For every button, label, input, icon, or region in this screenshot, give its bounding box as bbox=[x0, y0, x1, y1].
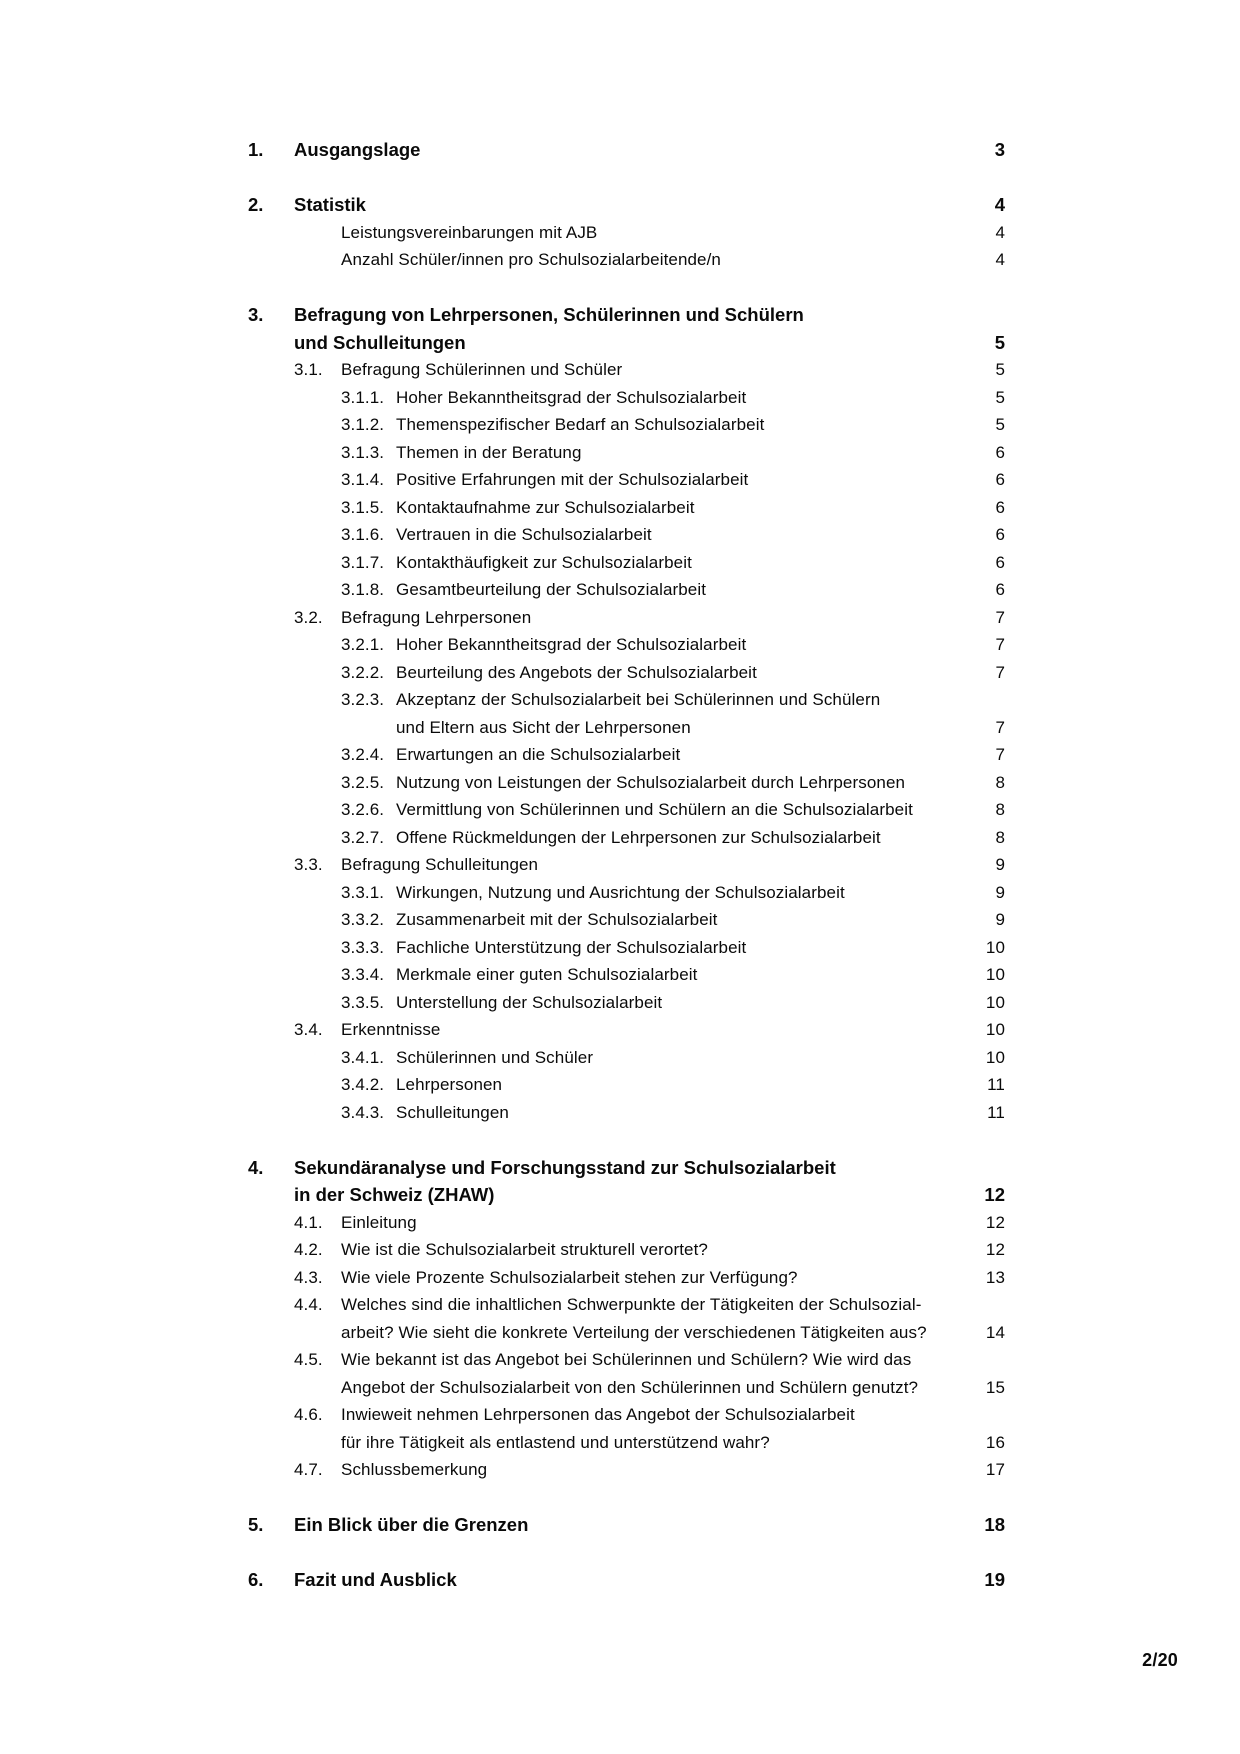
toc-entry-page: 6 bbox=[995, 580, 1005, 599]
toc-entry-title-line: Kontakthäufigkeit zur Schulsozialarbeit bbox=[396, 552, 692, 572]
toc-entry-number: 3.3.1. bbox=[341, 882, 385, 902]
toc-entry-page: 9 bbox=[995, 910, 1005, 929]
toc-entry-title bbox=[396, 879, 957, 907]
toc-entry bbox=[248, 741, 1005, 769]
toc-entry-title bbox=[341, 851, 957, 879]
toc-entry-page: 7 bbox=[995, 745, 1005, 764]
toc-entry-title bbox=[341, 604, 957, 632]
toc-entry-page: 14 bbox=[985, 1322, 1005, 1342]
toc-entry-title bbox=[341, 1401, 957, 1456]
toc-entry-title bbox=[396, 961, 957, 989]
toc-entry-page: 7 bbox=[995, 662, 1005, 682]
toc-entry bbox=[248, 851, 1005, 879]
toc-entry-title-line: Befragung von Lehrpersonen, Schülerinnen und Schülern bbox=[294, 304, 804, 325]
toc-entry-title-line: Offene Rückmeldungen der Lehrpersonen zur Schulsozialarbeit bbox=[396, 827, 881, 847]
toc-entry-number: 3.2.7. bbox=[341, 827, 385, 847]
toc-entry-number: 3.1.5. bbox=[341, 497, 385, 517]
toc-entry-title bbox=[396, 686, 957, 741]
toc-entry-page: 10 bbox=[985, 1020, 1005, 1039]
toc-entry-title bbox=[396, 824, 957, 852]
toc-entry-title bbox=[396, 659, 957, 687]
toc-entry-title-line: Hoher Bekanntheitsgrad der Schulsozialarbeit bbox=[396, 387, 747, 407]
toc-entry-number: 3.3. bbox=[294, 855, 323, 874]
toc-entry bbox=[248, 1456, 1005, 1484]
toc-entry-number: 4.5. bbox=[294, 1350, 323, 1369]
toc-entry-title bbox=[341, 1456, 957, 1484]
toc-entry bbox=[248, 356, 1005, 384]
toc-entry-number: 4.2. bbox=[294, 1240, 323, 1259]
toc-entry-title-line: Themenspezifischer Bedarf an Schulsozialarbeit bbox=[396, 415, 765, 434]
toc-entry bbox=[248, 906, 1005, 934]
toc-entry-number: 4.6. bbox=[294, 1405, 323, 1424]
toc-entry-number: 1. bbox=[248, 139, 264, 160]
toc-entry-number: 5. bbox=[248, 1514, 264, 1535]
toc-entry-page: 11 bbox=[987, 1102, 1005, 1122]
toc-entry-page: 5 bbox=[995, 387, 1005, 407]
toc-entry-number: 6. bbox=[248, 1569, 264, 1590]
toc-entry-page: 9 bbox=[995, 855, 1005, 874]
toc-entry bbox=[248, 411, 1005, 439]
toc-entry-page: 8 bbox=[995, 800, 1005, 819]
toc-entry-page: 6 bbox=[995, 525, 1005, 544]
toc-entry-page: 12 bbox=[984, 1184, 1005, 1205]
toc-entry bbox=[248, 246, 1005, 274]
toc-entry-title bbox=[396, 494, 957, 522]
toc-entry bbox=[248, 989, 1005, 1017]
toc-entry-title-line: Hoher Bekanntheitsgrad der Schulsozialarbeit bbox=[396, 635, 747, 654]
toc-entry-number: 3.3.3. bbox=[341, 937, 385, 957]
toc-entry-number: 3.4.3. bbox=[341, 1102, 385, 1122]
toc-entry-number: 4.1. bbox=[294, 1212, 323, 1232]
toc-entry-page: 11 bbox=[987, 1075, 1005, 1094]
toc-entry-title bbox=[341, 1264, 957, 1292]
toc-entry-page: 18 bbox=[984, 1514, 1005, 1535]
toc-entry bbox=[248, 631, 1005, 659]
toc-entry-page: 5 bbox=[994, 331, 1005, 353]
toc-entry-title-line: Fazit und Ausblick bbox=[294, 1569, 457, 1590]
toc-entry-title bbox=[396, 1044, 957, 1072]
toc-entry-number: 3.1.3. bbox=[341, 442, 385, 462]
toc-entry bbox=[248, 1099, 1005, 1127]
toc-entry-title-line: und Schulleitungen bbox=[294, 331, 466, 353]
toc-entry-title-line: Befragung Schulleitungen bbox=[341, 855, 539, 874]
toc-entry-title-line: Merkmale einer guten Schulsozialarbeit bbox=[396, 965, 698, 984]
toc-entry-title bbox=[396, 989, 957, 1017]
toc-entry-number: 3.2.2. bbox=[341, 662, 385, 682]
toc-entry-page: 5 bbox=[995, 360, 1005, 379]
toc-entry bbox=[248, 796, 1005, 824]
toc-entry-title bbox=[396, 769, 957, 797]
toc-entry-number: 3.1.7. bbox=[341, 552, 385, 572]
toc-entry-title bbox=[341, 1346, 957, 1401]
toc-entry bbox=[248, 879, 1005, 907]
toc-entry-number: 3.1.1. bbox=[341, 387, 385, 407]
toc-entry-number: 3.2.5. bbox=[341, 772, 385, 792]
toc-entry-title-line: Wie bekannt ist das Angebot bei Schülerinnen und Schülern? Wie wird das bbox=[341, 1350, 912, 1369]
toc-entry-title bbox=[294, 191, 957, 219]
toc-entry-title-line: Wie ist die Schulsozialarbeit strukturell verortet? bbox=[341, 1240, 708, 1259]
toc-entry bbox=[248, 439, 1005, 467]
toc-entry-title bbox=[396, 549, 957, 577]
toc-entry-page: 8 bbox=[995, 827, 1005, 847]
toc-entry-title bbox=[396, 439, 957, 467]
toc-entry-title-line: Schulleitungen bbox=[396, 1102, 509, 1122]
toc-entry-title bbox=[396, 1071, 957, 1099]
toc-entry-title-line: Inwieweit nehmen Lehrpersonen das Angebot der Schulsozialarbeit bbox=[341, 1405, 855, 1424]
toc-entry bbox=[248, 1236, 1005, 1264]
toc-entry-number: 3.4.1. bbox=[341, 1047, 385, 1067]
toc-entry bbox=[248, 604, 1005, 632]
toc-entry-title bbox=[294, 1566, 957, 1594]
toc-entry-page: 7 bbox=[995, 607, 1005, 627]
toc-entry-page: 4 bbox=[995, 250, 1005, 269]
toc-entry bbox=[248, 494, 1005, 522]
toc-entry-title bbox=[396, 934, 957, 962]
toc-entry-number: 3. bbox=[248, 304, 264, 325]
toc-entry-page: 10 bbox=[985, 937, 1005, 957]
toc-entry-title-line: Befragung Schülerinnen und Schüler bbox=[341, 360, 623, 379]
toc-entry-title bbox=[396, 631, 957, 659]
toc-entry-number: 4. bbox=[248, 1156, 264, 1178]
toc-entry bbox=[248, 301, 1005, 356]
toc-entry-number: 3.2. bbox=[294, 607, 323, 627]
toc-entry-page: 7 bbox=[995, 635, 1005, 654]
toc-entry bbox=[248, 219, 1005, 247]
toc-entry-title-line: Vertrauen in die Schulsozialarbeit bbox=[396, 525, 652, 544]
toc-entry-page: 15 bbox=[985, 1377, 1005, 1397]
toc-entry bbox=[248, 961, 1005, 989]
toc-entry bbox=[248, 1154, 1005, 1209]
toc-entry-title bbox=[396, 411, 957, 439]
toc-entry-title bbox=[341, 246, 957, 274]
toc-entry bbox=[248, 466, 1005, 494]
toc-entry-title-line: Beurteilung des Angebots der Schulsozialarbeit bbox=[396, 662, 757, 682]
toc-entry bbox=[248, 1209, 1005, 1237]
toc-entry-title-line: für ihre Tätigkeit als entlastend und unterstützend wahr? bbox=[341, 1432, 770, 1452]
toc-entry-title bbox=[341, 1016, 957, 1044]
toc-entry bbox=[248, 1044, 1005, 1072]
toc-entry-title-line: Welches sind die inhaltlichen Schwerpunkte der Tätigkeiten der Schulsozial- bbox=[341, 1295, 922, 1314]
toc-entry-title-line: Sekundäranalyse und Forschungsstand zur Schulsozialarbeit bbox=[294, 1156, 836, 1178]
toc-entry-title bbox=[341, 1209, 957, 1237]
toc-entry-number: 3.2.6. bbox=[341, 800, 385, 819]
toc-entry-page: 3 bbox=[994, 139, 1005, 160]
toc-entry-number: 3.4. bbox=[294, 1020, 323, 1039]
toc-entry-page: 10 bbox=[985, 1047, 1005, 1067]
toc-entry-title-line: Unterstellung der Schulsozialarbeit bbox=[396, 992, 663, 1012]
toc-entry-title bbox=[341, 1291, 957, 1346]
toc-entry-title-line: Ein Blick über die Grenzen bbox=[294, 1514, 529, 1535]
toc-entry-number: 3.1. bbox=[294, 360, 323, 379]
toc-entry-number: 3.1.8. bbox=[341, 580, 385, 599]
toc-entry-page: 6 bbox=[995, 497, 1005, 517]
toc-entry-number: 3.1.4. bbox=[341, 470, 385, 489]
toc-entry-title bbox=[396, 741, 957, 769]
toc-entry-title-line: Wie viele Prozente Schulsozialarbeit stehen zur Verfügung? bbox=[341, 1267, 798, 1287]
toc-entry-page: 6 bbox=[995, 470, 1005, 489]
toc-entry bbox=[248, 659, 1005, 687]
toc-entry bbox=[248, 521, 1005, 549]
toc-entry-page: 5 bbox=[995, 415, 1005, 434]
toc-entry-title-line: Befragung Lehrpersonen bbox=[341, 607, 532, 627]
toc-entry-title-line: Themen in der Beratung bbox=[396, 442, 582, 462]
toc-entry-title-line: Schlussbemerkung bbox=[341, 1460, 488, 1479]
toc-entry-page: 16 bbox=[985, 1432, 1005, 1452]
toc-entry-title-line: Nutzung von Leistungen der Schulsozialarbeit durch Lehrpersonen bbox=[396, 772, 906, 792]
toc-entry bbox=[248, 1291, 1005, 1346]
toc-entry-page: 12 bbox=[985, 1212, 1005, 1232]
toc-entry-number: 3.3.2. bbox=[341, 910, 385, 929]
toc-entry-title bbox=[396, 576, 957, 604]
toc-entry-title-line: in der Schweiz (ZHAW) bbox=[294, 1184, 495, 1205]
toc-entry-number: 4.3. bbox=[294, 1267, 323, 1287]
toc-entry-title bbox=[396, 466, 957, 494]
toc-entry-title-line: Anzahl Schüler/innen pro Schulsozialarbeitende/n bbox=[341, 250, 721, 269]
toc-entry-title-line: Einleitung bbox=[341, 1212, 417, 1232]
toc-entry-title-line: arbeit? Wie sieht die konkrete Verteilung der verschiedenen Tätigkeiten aus? bbox=[341, 1322, 927, 1342]
page-number-footer: 2/20 bbox=[1142, 1650, 1178, 1670]
toc-entry-page: 12 bbox=[985, 1240, 1005, 1259]
toc-entry bbox=[248, 769, 1005, 797]
toc-entry-title bbox=[294, 301, 957, 356]
toc-entry-title-line: Erwartungen an die Schulsozialarbeit bbox=[396, 745, 681, 764]
toc-entry-title-line: Leistungsvereinbarungen mit AJB bbox=[341, 222, 598, 242]
toc-entry-page: 6 bbox=[995, 442, 1005, 462]
toc-entry bbox=[248, 1016, 1005, 1044]
toc-entry-title-line: Angebot der Schulsozialarbeit von den Schülerinnen und Schülern genutzt? bbox=[341, 1377, 919, 1397]
toc-entry bbox=[248, 1071, 1005, 1099]
toc-entry-number: 3.3.4. bbox=[341, 965, 385, 984]
toc-entry-page: 19 bbox=[984, 1569, 1005, 1590]
toc-entry-title bbox=[294, 1154, 957, 1209]
toc-entry bbox=[248, 576, 1005, 604]
toc-entry-number: 4.4. bbox=[294, 1295, 323, 1314]
toc-entry-number: 3.2.3. bbox=[341, 690, 385, 709]
toc-entry-page: 7 bbox=[995, 717, 1005, 737]
toc-entry-page: 4 bbox=[994, 194, 1005, 215]
toc-entry-title-line: Ausgangslage bbox=[294, 139, 421, 160]
toc-entry bbox=[248, 191, 1005, 219]
toc-entry-title-line: und Eltern aus Sicht der Lehrpersonen bbox=[396, 717, 691, 737]
toc-entry bbox=[248, 1566, 1005, 1594]
toc-entry-title-line: Lehrpersonen bbox=[396, 1075, 503, 1094]
toc-entry-number: 3.4.2. bbox=[341, 1075, 385, 1094]
toc-entry-page: 17 bbox=[985, 1460, 1005, 1479]
toc-entry bbox=[248, 1511, 1005, 1539]
toc-entry-title-line: Positive Erfahrungen mit der Schulsozialarbeit bbox=[396, 470, 749, 489]
toc-entry-title bbox=[341, 219, 957, 247]
toc-entry bbox=[248, 934, 1005, 962]
toc-entry-number: 3.3.5. bbox=[341, 992, 385, 1012]
toc-entry-title bbox=[396, 796, 957, 824]
toc-entry-title bbox=[396, 384, 957, 412]
toc-entry-page: 10 bbox=[985, 965, 1005, 984]
toc-entry-page: 9 bbox=[995, 882, 1005, 902]
toc-entry bbox=[248, 1346, 1005, 1401]
toc-entry-title-line: Statistik bbox=[294, 194, 366, 215]
toc-entry-title-line: Fachliche Unterstützung der Schulsozialarbeit bbox=[396, 937, 747, 957]
toc-entry-title bbox=[294, 1511, 957, 1539]
toc-entry-title bbox=[294, 136, 957, 164]
toc-entry bbox=[248, 549, 1005, 577]
toc-entry-title-line: Gesamtbeurteilung der Schulsozialarbeit bbox=[396, 580, 707, 599]
toc-entry bbox=[248, 136, 1005, 164]
toc-entry-page: 4 bbox=[995, 222, 1005, 242]
toc-entry-page: 13 bbox=[985, 1267, 1005, 1287]
table-of-contents bbox=[248, 136, 1005, 1594]
toc-entry-title bbox=[341, 1236, 957, 1264]
toc-entry-title bbox=[396, 906, 957, 934]
toc-entry-page: 10 bbox=[985, 992, 1005, 1012]
toc-entry-number: 3.2.4. bbox=[341, 745, 385, 764]
toc-entry-title-line: Akzeptanz der Schulsozialarbeit bei Schülerinnen und Schülern bbox=[396, 690, 881, 709]
toc-entry-number: 3.2.1. bbox=[341, 635, 385, 654]
toc-entry-number: 3.1.2. bbox=[341, 415, 385, 434]
toc-entry-title-line: Vermittlung von Schülerinnen und Schülern an die Schulsozialarbeit bbox=[396, 800, 913, 819]
toc-entry-page: 8 bbox=[995, 772, 1005, 792]
toc-entry-title bbox=[396, 521, 957, 549]
toc-entry-title-line: Schülerinnen und Schüler bbox=[396, 1047, 594, 1067]
toc-entry-title-line: Erkenntnisse bbox=[341, 1020, 441, 1039]
toc-entry bbox=[248, 1264, 1005, 1292]
toc-entry-title bbox=[341, 356, 957, 384]
toc-entry-title bbox=[396, 1099, 957, 1127]
toc-entry-title-line: Kontaktaufnahme zur Schulsozialarbeit bbox=[396, 497, 695, 517]
toc-entry-title-line: Wirkungen, Nutzung und Ausrichtung der Schulsozialarbeit bbox=[396, 882, 845, 902]
toc-entry-number: 3.1.6. bbox=[341, 525, 385, 544]
toc-entry-number: 4.7. bbox=[294, 1460, 323, 1479]
toc-entry-title-line: Zusammenarbeit mit der Schulsozialarbeit bbox=[396, 910, 718, 929]
toc-entry bbox=[248, 824, 1005, 852]
toc-entry-number: 2. bbox=[248, 194, 264, 215]
toc-entry bbox=[248, 1401, 1005, 1456]
toc-entry bbox=[248, 686, 1005, 741]
toc-entry-page: 6 bbox=[995, 552, 1005, 572]
toc-entry bbox=[248, 384, 1005, 412]
